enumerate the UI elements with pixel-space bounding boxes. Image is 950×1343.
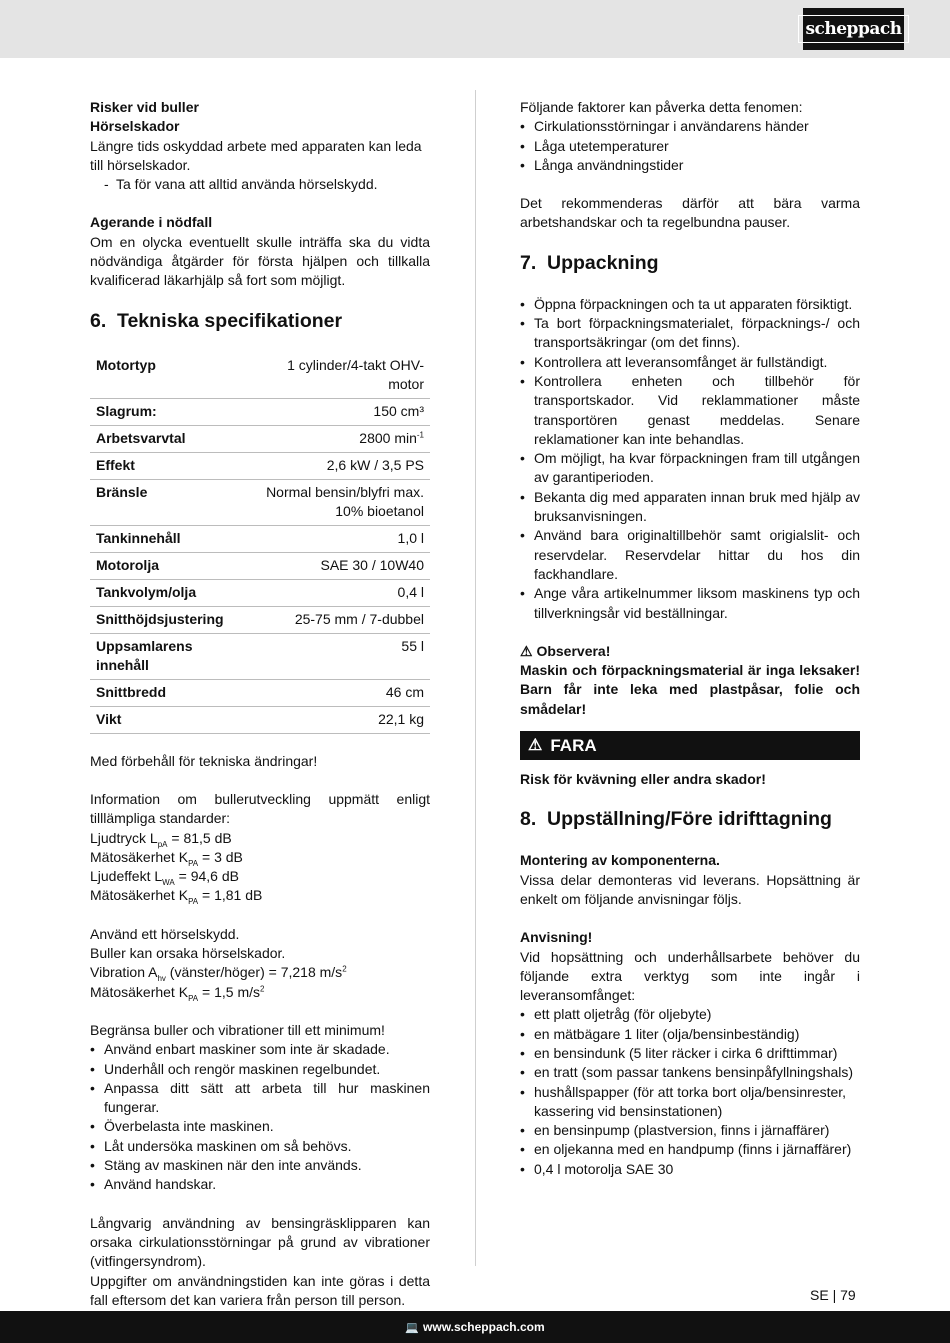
list-item: • Låt undersöka maskinen om så behövs.: [90, 1137, 430, 1156]
tool-list: [520, 1005, 860, 1179]
list-item: • 0,4 l motorolja SAE 30: [520, 1160, 860, 1179]
spec-value: 2,6 kW / 3,5 PS: [252, 452, 430, 479]
observe-text: Maskin och förpackningsmaterial är inga leksaker! Barn får inte leka med plastpåsar, folie och smådelar!: [520, 662, 860, 717]
spec-label: Uppsamlarens innehåll: [90, 633, 252, 679]
list-item: • Underhåll och rengör maskinen regelbundet.: [90, 1060, 430, 1079]
spec-row: [90, 633, 430, 679]
spec-label: Tankvolym/olja: [90, 579, 252, 606]
spec-label: Effekt: [90, 452, 252, 479]
spec-label: Bränsle: [90, 479, 252, 525]
usage-time-text: Uppgifter om användningstiden kan inte göras i detta fall eftersom det kan variera från person till person.: [90, 1272, 430, 1308]
spec-label: Arbetsvarvtal: [90, 425, 252, 452]
footer-url[interactable]: www.scheppach.com: [423, 1320, 545, 1334]
section-title: Tekniska specifikationer: [117, 309, 343, 332]
spec-row: [90, 579, 430, 606]
spec-label: Vikt: [90, 706, 252, 733]
section-8-heading: [520, 807, 860, 831]
list-item: • Ange våra artikelnummer liksom maskinens typ och tillverkningsår vid beställningar.: [520, 584, 860, 623]
limit-list: [90, 1040, 430, 1194]
warning-triangle-icon: ⚠: [520, 642, 533, 659]
long-use-text: Långvarig användning av bensingräsklipparen kan orsaka cirkulationsstörningar på grund av vibrationer (vitfingersyndrom).: [90, 1214, 430, 1270]
spec-label: Motorolja: [90, 552, 252, 579]
spec-row: [90, 425, 430, 452]
sound-power: Ljudeffekt $L_{WA} = 94,6$ dB: [90, 868, 239, 887]
list-item: • en mätbägare 1 liter (olja/bensinbeständig): [520, 1025, 860, 1044]
list-item: • Anpassa ditt sätt att arbeta till hur maskinen fungerar.: [90, 1079, 430, 1118]
factors-intro: Följande faktorer kan påverka detta fenomen:: [520, 99, 803, 115]
noise-damage: Buller kan orsaka hörselskador.: [90, 945, 286, 962]
spec-value: 25-75 mm / 7-dubbel: [252, 606, 430, 633]
section-6-heading: [90, 309, 430, 333]
list-item: • Använd handskar.: [90, 1175, 430, 1194]
list-item: • en oljekanna med en handpump (finns i järnaffärer): [520, 1140, 860, 1159]
spec-value: 55 l: [252, 633, 430, 679]
danger-banner: [520, 731, 860, 760]
noise-risk-title: Risker vid buller: [90, 99, 199, 115]
spec-label: Slagrum:: [90, 398, 252, 425]
list-item: • Cirkulationsstörningar i användarens händer: [520, 117, 860, 136]
list-item: • Använd bara originaltillbehör samt origialslit- och reservdelar. Reservdelar hittar du hos din fackhandlare.: [520, 526, 860, 584]
spec-row: [90, 452, 430, 479]
scheppach-logo: [803, 8, 904, 50]
list-item: • hushållspapper (för att torka bort olja/bensinrester, kassering vid bensinstationen): [520, 1083, 860, 1122]
list-item: • Kontrollera enheten och tillbehör för transportskador. Vid reklammationer måste transportören genast meddelas. Senare reklamationer kan inte behandlas.: [520, 372, 860, 449]
vibration-value: Vibration $A_{hv}$ (vänster/höger) = 7,218 $m/s^2$: [90, 964, 347, 984]
spec-value: 150 cm³: [252, 398, 430, 425]
section-7-heading: [520, 251, 860, 275]
list-item: • Låga utetemperaturer: [520, 137, 860, 156]
section-title: Uppställning/Före idrifttagning: [547, 808, 832, 831]
use-protection: Använd ett hörselskydd.: [90, 925, 240, 942]
list-item: • Överbelasta inte maskinen.: [90, 1117, 430, 1136]
sound-pressure: Ljudtryck $L_{pA} = 81,5$ dB: [90, 829, 232, 849]
spec-row: [90, 606, 430, 633]
list-item: • Stäng av maskinen när den inte används.: [90, 1156, 430, 1175]
spec-label: Snittbredd: [90, 679, 252, 706]
spec-value: Normal bensin/blyfri max. 10% bioetanol: [252, 479, 430, 525]
list-item: • Öppna förpackningen och ta ut apparaten försiktigt.: [520, 295, 860, 314]
spec-value: SAE 30 / 10W40: [252, 552, 430, 579]
list-item: • en bensinpump (plastversion, finns i järnaffärer): [520, 1121, 860, 1140]
spec-row: [90, 679, 430, 706]
spec-label: Snitthöjdsjustering: [90, 606, 252, 633]
reserve-text: Med förbehåll för tekniska ändringar!: [90, 752, 318, 769]
list-item: • Använd enbart maskiner som inte är skadade.: [90, 1040, 430, 1059]
recommend-text: Det rekommenderas därför att bära varma arbetshandskar och ta regelbundna pauser.: [520, 195, 860, 231]
section-number: 8.: [520, 808, 537, 831]
factor-list: [520, 117, 860, 175]
section-number: 7.: [520, 251, 537, 274]
spec-row: [90, 706, 430, 733]
hearing-title: Hörselskador: [90, 118, 180, 135]
spec-value: 1,0 l: [252, 525, 430, 552]
note-text: Vid hopsättning och underhållsarbete behöver du följande extra verktyg som inte ingår i leveransomfånget:: [520, 948, 860, 1004]
spec-value: 2800 $\min^{-1}$: [252, 425, 430, 452]
section-title: Uppackning: [547, 251, 659, 274]
spec-value: 22,1 kg: [252, 706, 430, 733]
spec-row: [90, 552, 430, 579]
list-item: • Ta bort förpackningsmaterialet, förpacknings-/ och transportsäkringar (om det finns).: [520, 314, 860, 353]
list-item: • Långa användningstider: [520, 156, 860, 175]
spec-label: Tankinnehåll: [90, 525, 252, 552]
emergency-text: Om en olycka eventuellt skulle inträffa ska du vidta nödvändiga åtgärder för första hjälpen och tillkalla kvalificerad läkarhjälp så fort som möjligt.: [90, 233, 430, 289]
spec-table: [90, 353, 430, 734]
spec-value: 46 cm: [252, 679, 430, 706]
mount-title: Montering av komponenterna.: [520, 852, 720, 869]
noise-info: Information om bullerutveckling uppmätt enligt tilllämpliga standarder:: [90, 790, 430, 827]
uncertainty-3: Mätosäkerhet $K_{PA} = 1,5$ $m/s^2$: [90, 983, 265, 1003]
page-header: [0, 0, 950, 58]
logo-text: scheppach: [798, 15, 908, 43]
hearing-text: Längre tids oskyddad arbete med apparaten kan leda till hörselskador.: [90, 137, 422, 173]
list-item: - Ta för vana att alltid använda hörselskydd.: [104, 175, 430, 194]
right-column: [520, 98, 860, 1179]
page-footer: [0, 1311, 950, 1343]
note-title: Anvisning!: [520, 929, 593, 946]
danger-label: FARA: [550, 735, 597, 755]
section-number: 6.: [90, 309, 107, 332]
limit-title: Begränsa buller och vibrationer till ett minimum!: [90, 1021, 385, 1038]
left-column: [90, 98, 430, 1310]
hearing-dash-list: [90, 175, 430, 194]
list-item: • Om möjligt, ha kvar förpackningen fram till utgången av garantiperioden.: [520, 449, 860, 488]
column-divider: [475, 90, 476, 1266]
list-item: • en tratt (som passar tankens bensinpåfyllningshals): [520, 1063, 860, 1082]
danger-text: Risk för kvävning eller andra skador!: [520, 771, 766, 788]
list-item: • Kontrollera att leveransomfånget är fullständigt.: [520, 353, 860, 372]
unpack-list: [520, 295, 860, 623]
list-item: • en bensindunk (5 liter räcker i cirka 6 drifttimmar): [520, 1044, 860, 1063]
warning-triangle-icon: ⚠: [528, 736, 543, 754]
spec-value: 1 cylinder/4-takt OHV-motor: [252, 353, 430, 399]
spec-row: [90, 479, 430, 525]
uncertainty-2: Mätosäkerhet $K_{PA} = 1,81$ dB: [90, 887, 263, 907]
computer-icon: 💻: [405, 1321, 420, 1334]
spec-value: 0,4 l: [252, 579, 430, 606]
uncertainty-1: Mätosäkerhet $K_{PA} = 3$ dB: [90, 848, 243, 868]
mount-text: Vissa delar demonteras vid leverans. Hopsättning är enkelt om följande anvisningar följs.: [520, 871, 860, 907]
emergency-title: Agerande i nödfall: [90, 214, 213, 231]
spec-row: [90, 525, 430, 552]
list-item: • ett platt oljetråg (för oljebyte): [520, 1005, 860, 1024]
list-item: • Bekanta dig med apparaten innan bruk med hjälp av bruksanvisningen.: [520, 488, 860, 527]
spec-row: [90, 398, 430, 425]
spec-row: [90, 353, 430, 399]
page-number: SE | 79: [810, 1287, 856, 1303]
observe-title: ⚠ Observera!: [520, 642, 611, 659]
spec-label: Motortyp: [90, 353, 252, 399]
